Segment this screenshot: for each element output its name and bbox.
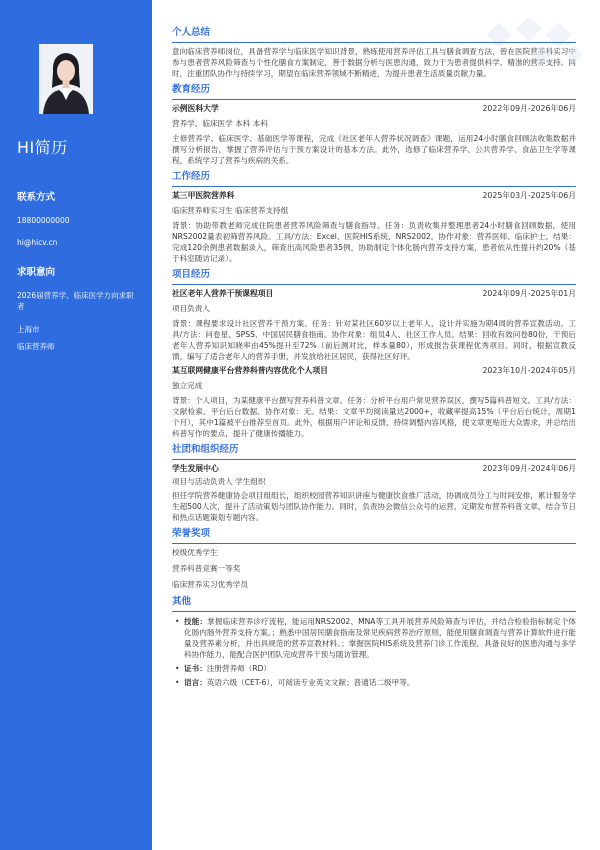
work-section <box>172 170 576 264</box>
list-item: • 语言：英语六级（CET-6），可阅读专业英文文献；普通话二级甲等。 <box>172 677 576 688</box>
honor-item: 校级优秀学生 <box>172 548 218 558</box>
item-text: 注册营养师（RD） <box>206 663 272 673</box>
section-title-education: 教育经历 <box>172 83 576 100</box>
target-position: 临床营养师 <box>17 341 55 351</box>
item-text: 掌握临床营养诊疗流程，能运用NRS2002、MNA等工具开展营养风险筛查与评估，并结合检验指标制定个体化肠内肠外营养支持方案。；熟悉中国居民膳食指南及常见疾病营养治疗原则，能使用膳食调查与营养计算软件进行能量及营养素分析，并出具规范的营养宣教材料。；掌握医院HIS系统及营养门诊工作流程，具备良好的医患沟通与多学科协作能力，能配合医护团队完成营养干预与随访管理。 <box>184 616 577 659</box>
project-name: 社区老年人营养干预课程项目 <box>172 288 274 298</box>
item-label: 证书 <box>184 663 200 673</box>
work-org: 某三甲医院营养科 <box>172 190 235 200</box>
brand-title: HI简历 <box>17 138 68 157</box>
intent-desc: 2026届营养学、临床医学方向求职者 <box>17 291 134 312</box>
honor-item: 临床营养实习优秀学员 <box>172 580 248 590</box>
sidebar <box>0 0 152 850</box>
avatar <box>39 44 93 114</box>
work-text: 背景：协助带教老师完成住院患者营养风险筛查与膳食指导。任务：负责收集并整理患者24小时膳食回顾数据，使用NRS2002量表初筛营养风险。工具/方法：Excel、医院HIS系统、NRS2002。协作对象：营养医师、临床护士。结果：完成120余例患者数据录入，筛查出高风险患者35例，协助制定个体化肠内营养支持方案，患者依从性提升约20%（基于科室随访记录）。 <box>172 220 576 263</box>
campus-role: 项目与活动负责人 学生组织 <box>172 477 266 487</box>
project-text: 背景：课程要求设计社区营养干预方案。任务：针对某社区60岁以上老年人，设计并实施为期4周的营养宣教活动。工具/方法：问卷星、SPSS、中国居民膳食指南。协作对象：组员4人、社区工作人员。结果：回收有效问卷80份，干预后老年人营养知识知晓率由45%提升至72%（前后测对比，样本量80），形成报告获课程优秀项目。同时，根据宣教反馈，编写了适合老年人的营养手册，并发放给社区居民，获得社区好评。 <box>172 318 576 361</box>
project-item <box>172 288 576 362</box>
honor-item: 营养科普竞赛一等奖 <box>172 564 241 574</box>
honors-section <box>172 527 576 590</box>
list-item: • 证书：注册营养师（RD） <box>172 663 576 674</box>
section-title-summary: 个人总结 <box>172 26 576 43</box>
project-date: 2024年09月-2025年01月 <box>482 288 576 298</box>
other-list <box>172 616 576 688</box>
summary-text: 意向临床营养师岗位，具备营养学与临床医学知识背景，熟练使用营养评估工具与膳食调查方法，曾在医院营养科实习中参与患者营养风险筛查与个性化膳食方案制定，善于数据分析与医患沟通，致力于为患者提供科学、精准的营养支持。同时，注重团队协作与持续学习，期望在临床营养领域不断精进，为提升患者生活质量贡献力量。 <box>172 46 576 78</box>
list-item: • 技能：掌握临床营养诊疗流程，能运用NRS2002、MNA等工具开展营养风险筛查与评估，并结合检验指标制定个体化肠内肠外营养支持方案。；熟悉中国居民膳食指南及常见疾病营养治疗原则，能使用膳食调查与营养计算软件进行能量及营养素分析，并出具规范的营养宣教材料。；掌握医院HIS系统及营养门诊工作流程，具备良好的医患沟通与多学科协作能力，能配合医护团队完成营养干预与随访管理。 <box>172 616 576 660</box>
intent-title: 求职意向 <box>17 267 56 279</box>
section-title-projects: 项目经历 <box>172 268 576 285</box>
section-title-work: 工作经历 <box>172 170 576 187</box>
education-major: 营养学、临床医学 本科 本科 <box>172 118 268 128</box>
project-role: 独立完成 <box>172 381 203 391</box>
item-label: 技能 <box>184 616 200 626</box>
email[interactable]: hi@hicv.cn <box>17 238 58 248</box>
education-section <box>172 83 576 166</box>
portrait-image <box>39 44 93 114</box>
campus-org: 学生发展中心 <box>172 464 219 474</box>
work-header <box>172 190 576 201</box>
school-name: 示例医科大学 <box>172 103 219 113</box>
item-label: 语言 <box>184 677 200 687</box>
phone: 18800000000 <box>17 215 70 225</box>
campus-text: 担任学院营养健康协会项目组组长，组织校园营养知识讲座与健康饮食推广活动，协调成员分工与时间安排，累计服务学生超500人次，提升了活动策划与团队协作能力。同时，负责协会微信公众号的运营，定期发布营养科普文章，结合节日和热点话题策划专题内容。 <box>172 491 576 523</box>
project-text: 背景：个人项目，为某健康平台撰写营养科普文章。任务：分析平台用户常见营养误区，撰写5篇科普短文。工具/方法：文献检索、平台后台数据。协作对象：无。结果：文章平均阅读量达2000+，收藏率提高15%（平台后台统计，周期1个月），其中1篇被平台推荐至首页。此外，根据用户评论和反馈，持续调整内容风格，使文章更贴近大众需求，并总结出科普写作的要点，提升了健康传播能力。 <box>172 396 576 439</box>
education-date: 2022年09月-2026年06月 <box>482 103 576 113</box>
education-text: 主修营养学、临床医学、基础医学等课程，完成《社区老年人营养状况调查》课题，运用24小时膳食回顾法收集数据并撰写分析报告，掌握了营养评估与干预方案设计的基本方法。此外，选修了临床营养学、公共营养学、食品卫生学等课程，系统学习了营养与疾病的关系。 <box>172 133 576 165</box>
campus-section <box>172 443 576 523</box>
work-role: 临床营养师实习生 临床营养支持组 <box>172 205 289 215</box>
item-text: 英语六级（CET-6），可阅读专业英文文献；普通话二级甲等。 <box>206 677 415 687</box>
section-title-honors: 荣誉奖项 <box>172 527 576 544</box>
city: 上海市 <box>17 324 40 334</box>
work-date: 2025年03月-2025年06月 <box>482 190 576 200</box>
project-item <box>172 365 576 439</box>
project-header <box>172 288 576 299</box>
section-title-other: 其他 <box>172 595 576 612</box>
project-date: 2023年10月-2024年05月 <box>482 365 576 375</box>
projects-section <box>172 268 576 439</box>
project-name: 某互联网健康平台营养科普内容优化个人项目 <box>172 365 328 375</box>
main-content <box>152 0 600 850</box>
project-header <box>172 365 576 376</box>
project-role: 项目负责人 <box>172 303 210 313</box>
other-section <box>172 595 576 688</box>
contact-title: 联系方式 <box>17 192 56 204</box>
education-header <box>172 103 576 114</box>
campus-date: 2023年09月-2024年06月 <box>482 464 576 474</box>
campus-header <box>172 463 576 474</box>
section-title-campus: 社团和组织经历 <box>172 443 576 460</box>
